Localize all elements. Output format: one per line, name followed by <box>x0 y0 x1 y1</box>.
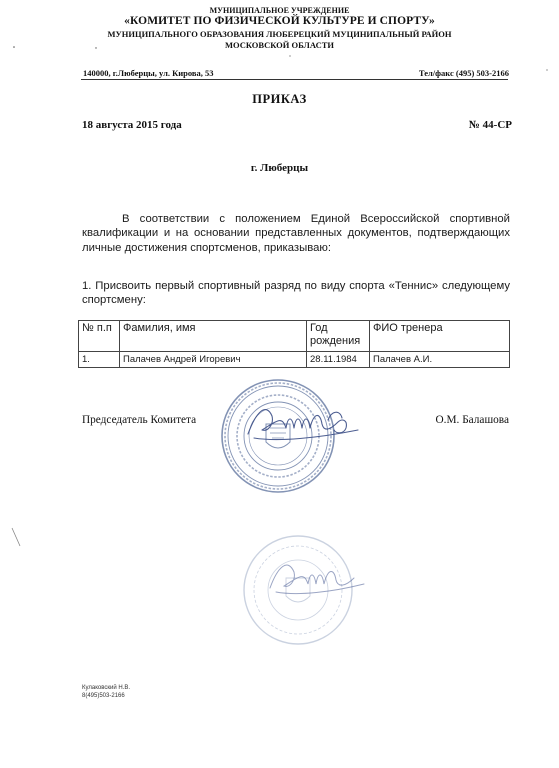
header-institution-type: МУНИЦИПАЛЬНОЕ УЧРЕЖДЕНИЕ <box>209 6 350 15</box>
body-paragraph-order-item: 1. Присвоить первый спортивный разряд по виду спорта «Теннис» следующему спортсмену: <box>82 280 510 307</box>
document-number: № 44-СР <box>468 119 512 131</box>
signatory-position: Председатель Комитета <box>82 414 197 426</box>
header-committee-name: «КОМИТЕТ ПО ФИЗИЧЕСКОЙ КУЛЬТУРЕ И СПОРТУ» <box>124 15 435 27</box>
header-municipality: МУНИЦИПАЛЬНОГО ОБРАЗОВАНИЯ ЛЮБЕРЕЦКИЙ МУЦИНИПАЛЬНЫЙ РАЙОН <box>107 29 452 39</box>
cell-birth-date: 28.11.1984 <box>307 352 370 368</box>
footer-executor: Кулаковский Н.В. <box>82 685 131 691</box>
column-header-number: № п.п <box>79 321 120 352</box>
body-paragraph-basis: В соответствии с положением Единой Всероссийской спортивной квалификации и на основании представленных документов, подтверждающих личные достижения спортсменов, приказываю: <box>82 213 510 254</box>
header-region: МОСКОВСКОЙ ОБЛАСТИ <box>224 40 335 50</box>
column-header-coach: ФИО тренера <box>370 321 510 352</box>
signatory-name: О.М. Балашова <box>435 414 509 426</box>
document-city: г. Люберцы <box>250 162 309 174</box>
cell-athlete-name: Палачев Андрей Игоревич <box>120 352 307 368</box>
column-header-name: Фамилия, имя <box>120 321 307 352</box>
cell-coach-name: Палачев А.И. <box>370 352 510 368</box>
document-type-title: ПРИКАЗ <box>252 92 307 106</box>
header-phone: Тел/факс (495) 503-2166 <box>418 68 509 78</box>
cell-number: 1. <box>79 352 120 368</box>
column-header-birth-year: Год рождения <box>307 321 370 352</box>
document-date: 18 августа 2015 года <box>82 119 182 131</box>
header-address: 140000, г.Люберцы, ул. Кирова, 53 <box>83 68 214 78</box>
footer-executor-phone: 8(495)503-2166 <box>82 693 125 699</box>
